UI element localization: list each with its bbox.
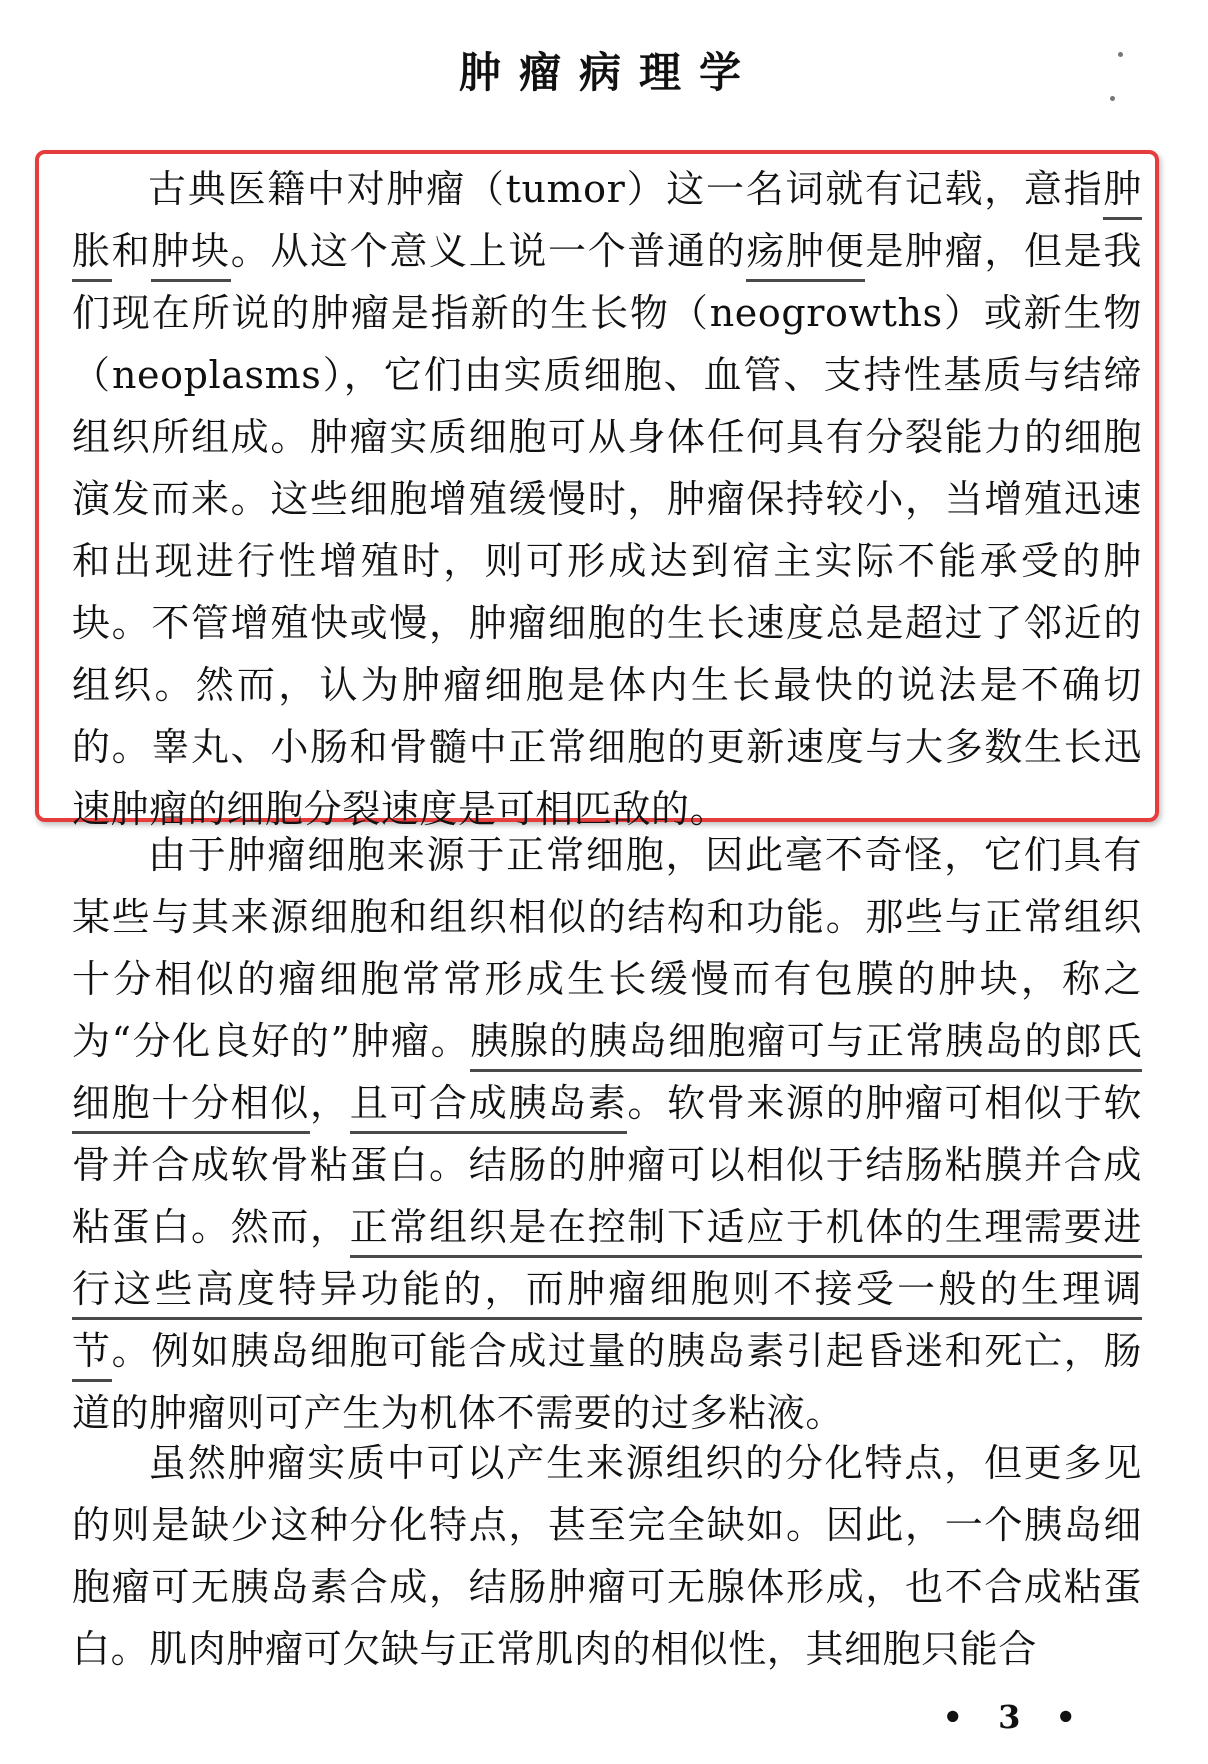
text-segment: 古典医籍中对肿瘤（tumor）这一名词就有记载，意指 [148, 167, 1104, 211]
page-title: 肿瘤病理学 [458, 48, 759, 97]
text-segment: ， [310, 1081, 350, 1125]
underlined-phrase: 肿胀 [72, 167, 1142, 282]
underlined-phrase: 正常组织是在控制下适应于机体的生理需要进行这些高度特异功能的，而肿瘤细胞则不接受一般的生理调节 [72, 1205, 1142, 1382]
text-segment: 是肿瘤，但是我们现在所说的肿瘤是指新的生长物（neogrowths）或新生物（neoplasms），它们由实质细胞、血管、支持性基质与结缔组织所组成。肿瘤实质细胞可从身体任何具有分裂能力的细胞演发而来。这些细胞增殖缓慢时，肿瘤保持较小，当增殖迅速和出现进行性增殖时，则可形成达到宿主实际不能承受的肿块。不管增殖快或慢，肿瘤细胞的生长速度总是超过了邻近的组织。然而，认为肿瘤细胞是体内生长最快的说法是不确切的。睾丸、小肠和骨髓中正常细胞的更新速度与大多数生长迅速肿瘤的细胞分裂速度是可相匹敌的。 [72, 229, 1142, 831]
text-segment: 和 [111, 229, 152, 273]
underlined-phrase: 肿块 [151, 229, 230, 282]
scan-speck [1118, 52, 1123, 57]
underlined-phrase: 疡肿便 [746, 229, 865, 282]
page-number: • 3 • [942, 1698, 1088, 1736]
text-segment: 虽然肿瘤实质中可以产生来源组织的分化特点，但更多见的则是缺少这种分化特点，甚至完全缺如。因此，一个胰岛细胞瘤可无胰岛素合成，结肠肿瘤可无腺体形成，也不合成粘蛋白。肌肉肿瘤可欠缺与正常肌肉的相似性，其细胞只能合 [72, 1441, 1142, 1671]
underlined-phrase: 胰腺的胰岛细胞瘤可与正常胰岛的郎氏细胞十分相似 [72, 1019, 1142, 1134]
page-number-value: 3 [998, 1698, 1033, 1736]
paragraph-1 [72, 158, 1142, 840]
paragraph-3 [72, 1432, 1142, 1680]
text-segment: 。从这个意义上说一个普通的 [230, 229, 747, 273]
text-segment: 由于肿瘤细胞来源于正常细胞，因此毫不奇怪，它们具有某些与其来源细胞和组织相似的结构和功能。那些与正常组织十分相似的瘤细胞常常形成生长缓慢而有包膜的肿块，称之为“分化良好的”肿瘤。 [72, 833, 1142, 1063]
underlined-phrase: 且可合成胰岛素 [350, 1081, 628, 1134]
text-segment: 。例如胰岛细胞可能合成过量的胰岛素引起昏迷和死亡，肠道的肿瘤则可产生为机体不需要的过多粘液。 [72, 1329, 1142, 1435]
scan-speck [1110, 96, 1115, 101]
paragraph-2 [72, 824, 1142, 1444]
text-segment: 。软骨来源的肿瘤可相似于软骨并合成软骨粘蛋白。结肠的肿瘤可以相似于结肠粘膜并合成粘蛋白。然而， [72, 1081, 1142, 1249]
